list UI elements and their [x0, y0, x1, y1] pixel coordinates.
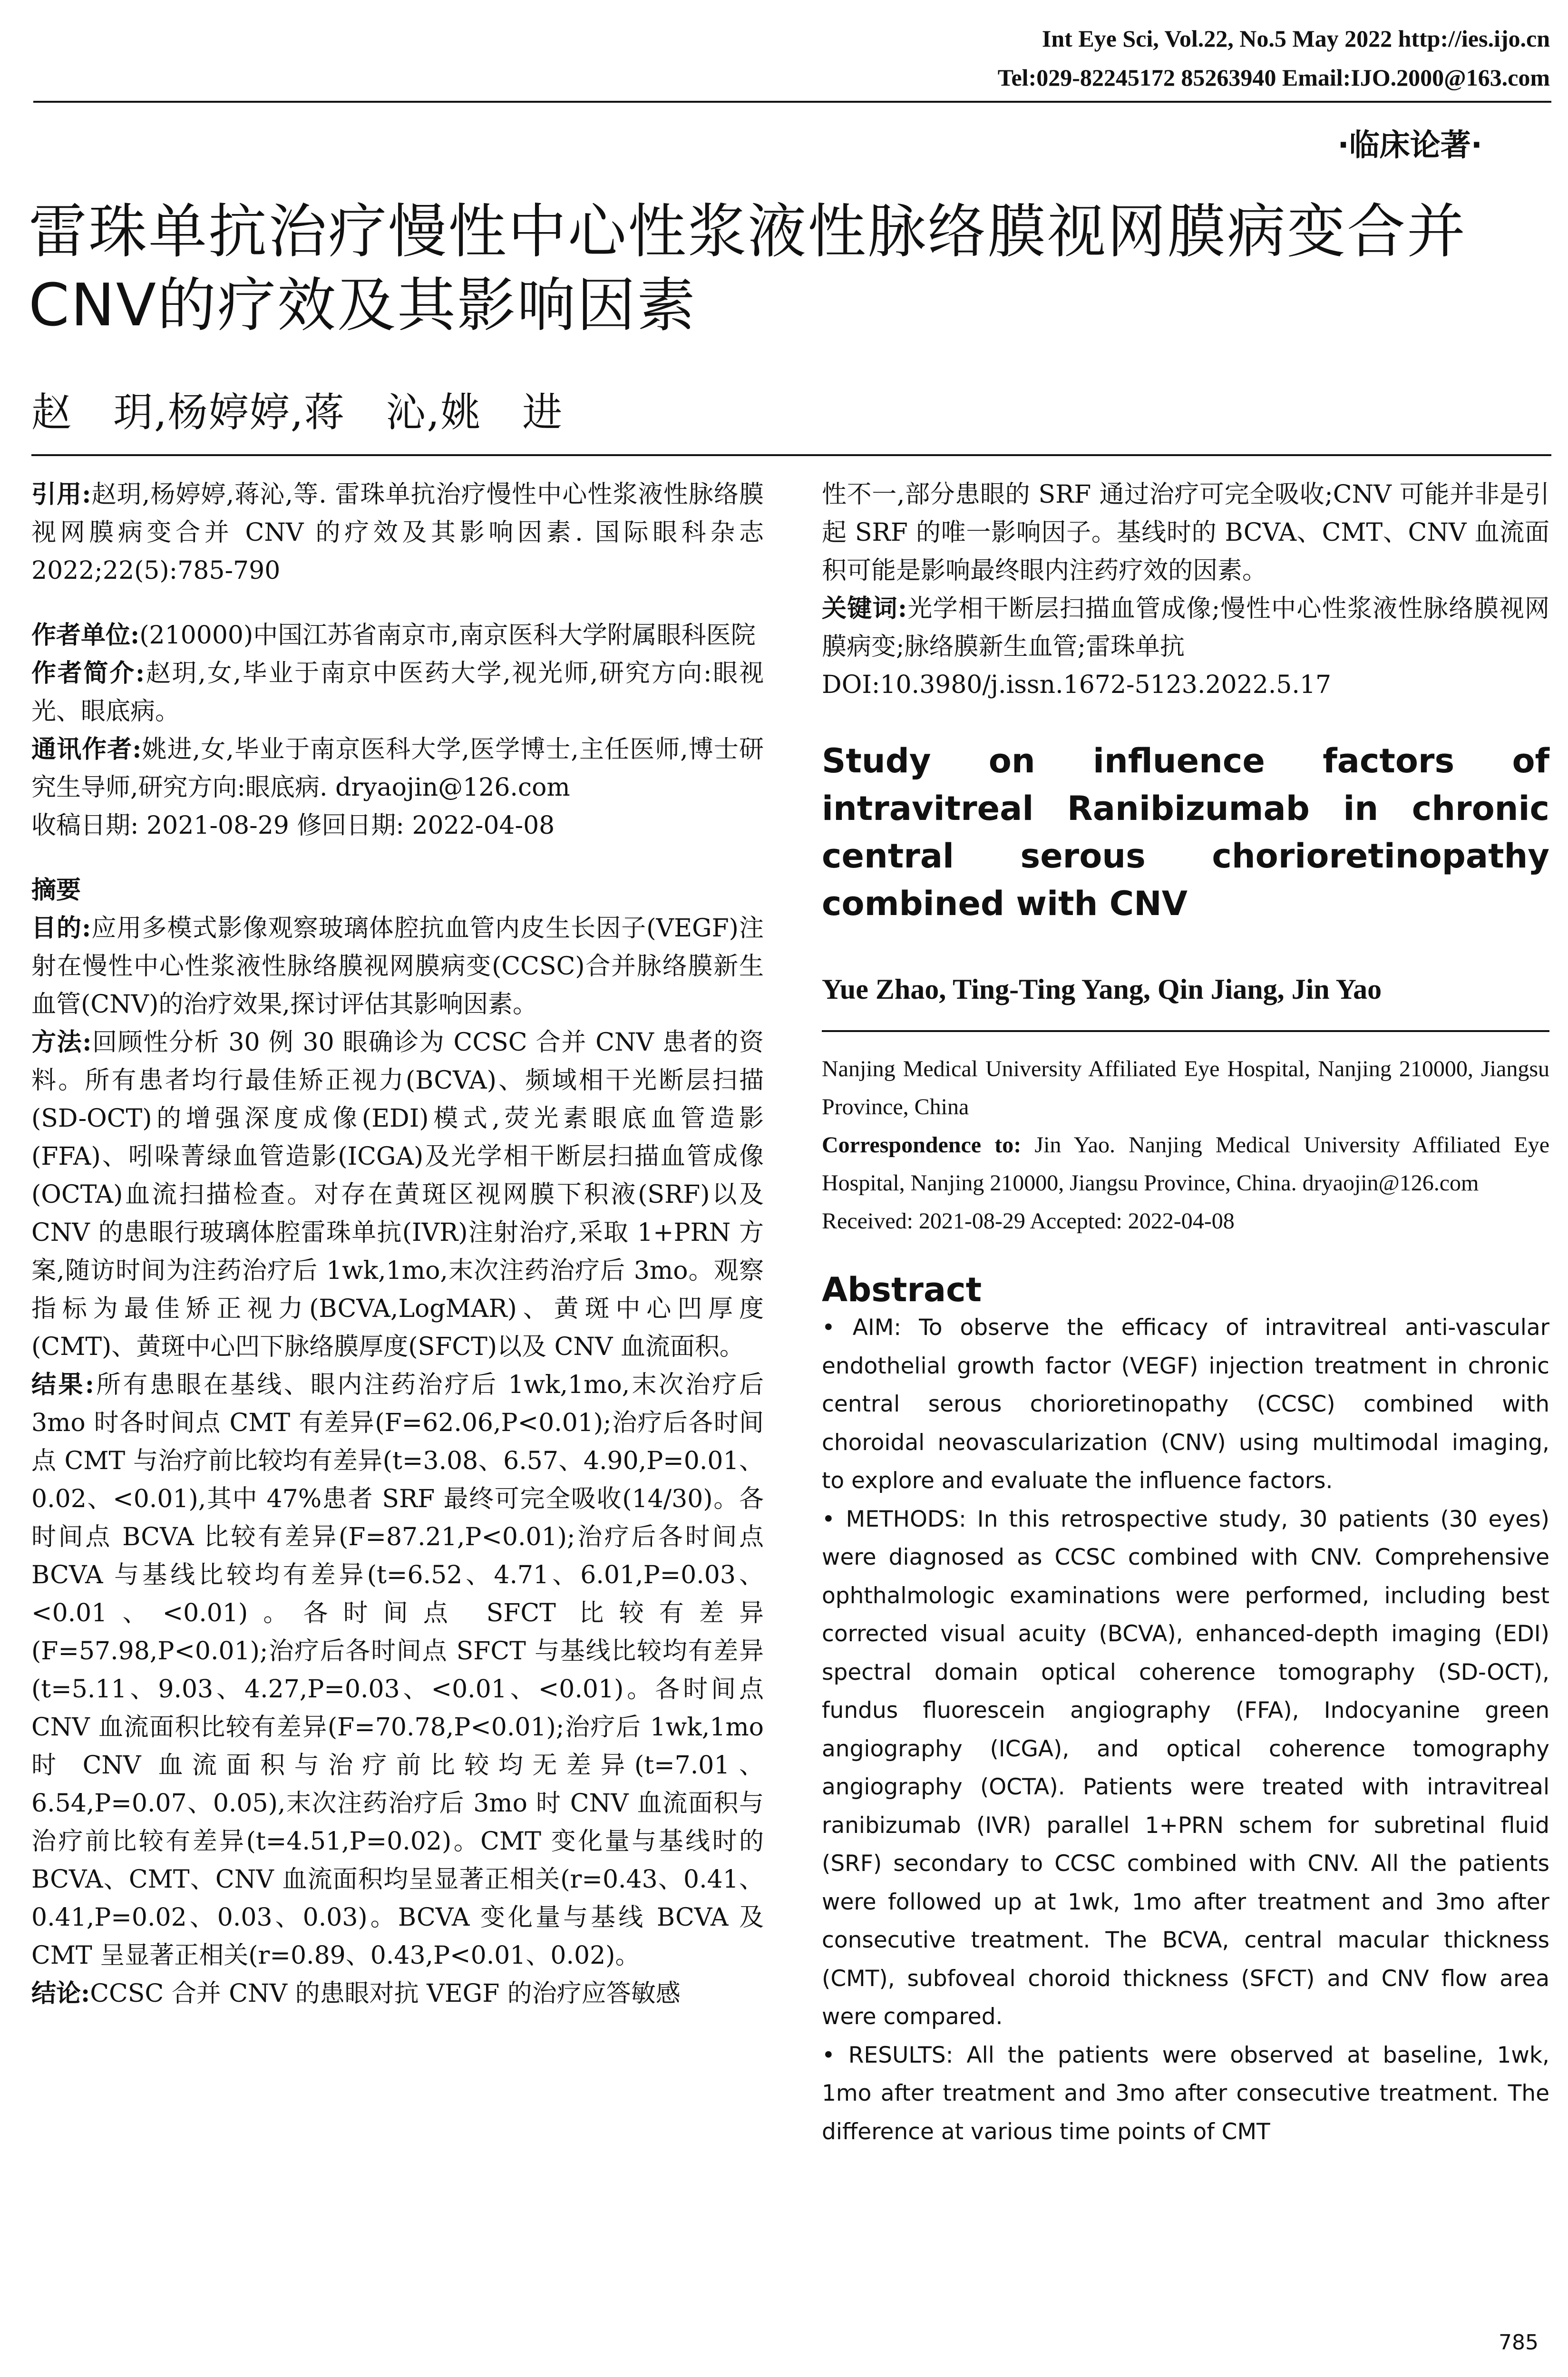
correspondence: [822, 1126, 1549, 1202]
keywords-text: 光学相干断层扫描血管成像;慢性中心性浆液性脉络膜视网膜病变;脉络膜新生血管;雷珠单抗: [822, 594, 1549, 661]
journal-header-line2: Tel:029-82245172 85263940 Email:IJO.2000@163.com: [997, 64, 1550, 91]
result-text: 所有患眼在基线、眼内注药治疗后 1wk,1mo,末次治疗后 3mo 时各时间点 CMT 有差异(F=62.06,P<0.01);治疗后各时间点 CMT 与治疗前比较均有差异(t=3.08、6.57、4.90,P=0.01、0.02、<0.01),其中 47%患者 SRF 最终可完全吸收(14/30)。各时间点 BCVA 比较有差异(F=87.21,P<0.01);治疗后各时间点 BCVA 与基线比较均有差异(t=6.52、4.71、6.01,P=0.03、<0.01、<0.01)。各时间点 SFCT 比较有差异(F=57.98,P<0.01);治疗后各时间点 SFCT 与基线比较均有差异(t=5.11、9.03、4.27,P=0.03、<0.01、<0.01)。各时间点 CNV 血流面积比较有差异(F=70.78,P<0.01);治疗后 1wk,1mo 时 CNV 血流面积与治疗前比较均无差异(t=7.01、6.54,P=0.07、0.05),末次注药治疗后 3mo 时 CNV 血流面积与治疗前比较有差异(t=4.51,P=0.02)。CMT 变化量与基线时的 BCVA、CMT、CNV 血流面积均呈显著正相关(r=0.43、0.41、0.41,P=0.02、0.03、0.03)。BCVA 变化量与基线 BCVA 及 CMT 呈显著正相关(r=0.89、0.43,P<0.01、0.02)。: [31, 1371, 764, 1970]
abstract-aim-en: • AIM: To observe the efficacy of intravitreal anti-vascular endothelial growth factor (VEGF) injection treatment in chronic central serous chorioretinopathy (CCSC) combined with choroidal neovascularization (CNV) using multimodal imaging, to explore and evaluate the influence factors.: [822, 1315, 1549, 1494]
citation-label: 引用:: [31, 480, 91, 509]
abstract-method: [31, 1023, 764, 1366]
received-accepted: Received: 2021-08-29 Accepted: 2022-04-08: [822, 1208, 1235, 1234]
conclusion-continued: 性不一,部分患眼的 SRF 通过治疗可完全吸收;CNV 可能并非是引起 SRF 的唯一影响因子。基线时的 BCVA、CMT、CNV 血流面积可能是影响最终眼内注药疗效的因素。: [822, 480, 1549, 585]
keywords: [822, 590, 1549, 666]
abstract-aim: [31, 909, 764, 1023]
english-authors-rule: [822, 1030, 1549, 1032]
right-column: [822, 476, 1549, 2151]
dates: 收稿日期: 2021-08-29 修回日期: 2022-04-08: [31, 811, 555, 840]
conclusion-label: 结论:: [31, 1979, 90, 2008]
left-column: [31, 476, 764, 2013]
corr-text: 姚进,女,毕业于南京医科大学,医学博士,主任医师,博士研究生导师,研究方向:眼底病. dryaojin@126.com: [31, 735, 764, 802]
corresponding-author: [31, 731, 764, 807]
method-text: 回顾性分析 30 例 30 眼确诊为 CCSC 合并 CNV 患者的资料。所有患者均行最佳矫正视力(BCVA)、频域相干光断层扫描(SD-OCT)的增强深度成像(EDI)模式,荧光素眼底血管造影(FFA)、吲哚菁绿血管造影(ICGA)及光学相干断层扫描血管成像(OCTA)血流扫描检查。对存在黄斑区视网膜下积液(SRF)以及 CNV 的患眼行玻璃体腔雷珠单抗(IVR)注射治疗,采取 1+PRN 方案,随访时间为注药治疗后 1wk,1mo,末次注药治疗后 3mo。观察指标为最佳矫正视力(BCVA,LogMAR)、黄斑中心凹厚度(CMT)、黄斑中心凹下脉络膜厚度(SFCT)以及 CNV 血流面积。: [31, 1028, 764, 1361]
affiliation: Nanjing Medical University Affiliated Eye Hospital, Nanjing 210000, Jiangsu Province, China: [822, 1056, 1549, 1120]
unit-label: 作者单位:: [31, 621, 140, 650]
keywords-label: 关键词:: [822, 594, 907, 623]
correspondence-label: Correspondence to:: [822, 1132, 1022, 1158]
journal-header-line1: Int Eye Sci, Vol.22, No.5 May 2022 http://ies.ijo.cn: [1042, 25, 1550, 52]
article-title: 雷珠单抗治疗慢性中心性浆液性脉络膜视网膜病变合并CNV的疗效及其影响因素: [29, 198, 1467, 340]
abstract-heading-cn: 摘要: [31, 876, 81, 905]
abstract-heading-en: Abstract: [822, 1270, 982, 1309]
abstract-results-en: • RESULTS: All the patients were observed at baseline, 1wk, 1mo after treatment and 3mo after consecutive treatment. The difference at various time points of CMT: [822, 2042, 1549, 2145]
citation-text: 赵玥,杨婷婷,蒋沁,等. 雷珠单抗治疗慢性中心性浆液性脉络膜视网膜病变合并 CNV 的疗效及其影响因素. 国际眼科杂志 2022;22(5):785-790: [31, 480, 764, 585]
section-tag: ·临床论著·: [1337, 128, 1482, 163]
aim-label: 目的:: [31, 914, 91, 943]
authors-rule: [31, 454, 1551, 456]
abstract-methods-en: • METHODS: In this retrospective study, 30 patients (30 eyes) were diagnosed as CCSC combined with CNV. Comprehensive ophthalmologic examinations were performed, including best corrected visual acuity (BCVA), enhanced-depth imaging (EDI) spectral domain optical coherence tomography (SD-OCT), fundus fluorescein angiography (FFA), Indocyanine green angiography (ICGA), and optical coherence tomography angiography (OCTA). Patients were treated with intravitreal ranibizumab (IVR) parallel 1+PRN schem for subretinal fluid (SRF) secondary to CCSC combined with CNV. All the patients were followed up at 1wk, 1mo after treatment and 3mo after consecutive treatment. The BCVA, central macular thickness (CMT), subfoveal choroid thickness (SFCT) and CNV flow area were compared.: [822, 1506, 1549, 2030]
article-authors: 赵 玥,杨婷婷,蒋 沁,姚 进: [31, 389, 564, 436]
bio-label: 作者简介:: [31, 659, 145, 688]
conclusion-text: CCSC 合并 CNV 的患眼对抗 VEGF 的治疗应答敏感: [90, 1979, 681, 2008]
english-authors: Yue Zhao, Ting-Ting Yang, Qin Jiang, Jin Yao: [822, 974, 1382, 1005]
correspondence-text: Jin Yao. Nanjing Medical University Affiliated Eye Hospital, Nanjing 210000, Jiangsu Province, China. dryaojin@126.com: [822, 1132, 1550, 1196]
result-label: 结果:: [31, 1370, 94, 1399]
unit-text: (210000)中国江苏省南京市,南京医科大学附属眼科医院: [139, 621, 756, 650]
author-bio: [31, 654, 764, 731]
citation: [31, 476, 764, 590]
abstract-result: [31, 1366, 764, 1975]
aim-text: 应用多模式影像观察玻璃体腔抗血管内皮生长因子(VEGF)注射在慢性中心性浆液性脉络膜视网膜病变(CCSC)合并脉络膜新生血管(CNV)的治疗效果,探讨评估其影响因素。: [31, 914, 764, 1019]
corr-label: 通讯作者:: [31, 735, 142, 764]
method-label: 方法:: [31, 1028, 92, 1057]
abstract-conclusion: [31, 1975, 764, 2013]
bio-text: 赵玥,女,毕业于南京中医药大学,视光师,研究方向:眼视光、眼底病。: [31, 659, 764, 726]
english-title: Study on influence factors of intravitreal Ranibizumab in chronic central serous chorioretinopathy combined with CNV: [822, 741, 1549, 923]
page-number: 785: [1499, 2330, 1539, 2355]
header-rule: [33, 101, 1551, 103]
doi: DOI:10.3980/j.issn.1672-5123.2022.5.17: [822, 671, 1332, 699]
author-unit: [31, 616, 764, 654]
